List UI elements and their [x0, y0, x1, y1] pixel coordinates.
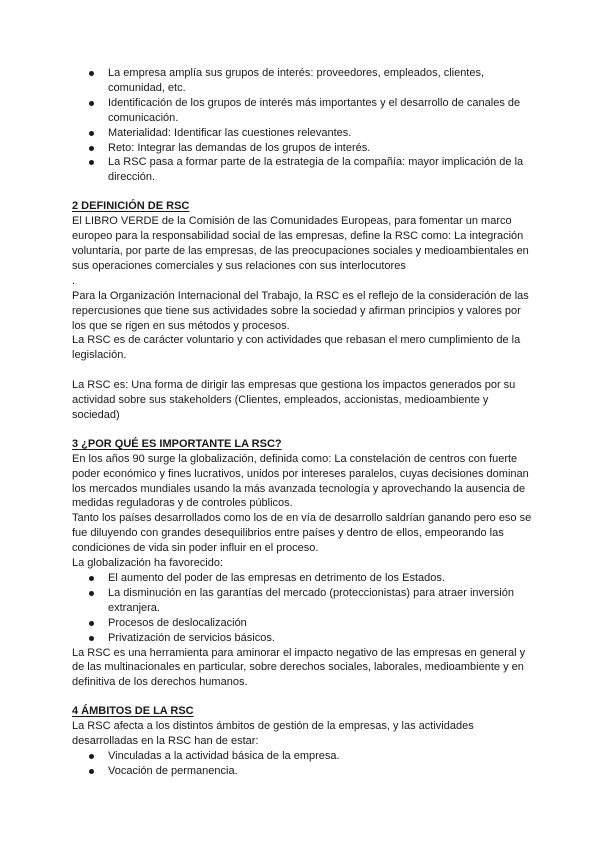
paragraph: Para la Organización Internacional del Trabajo, la RSC es el reflejo de la consideración de las repercusiones que tiene sus actividades sobre la sociedad y afirman principios y valores por los que se rigen en sus métodos y procesos.: [72, 289, 529, 332]
list-item: La disminución en las garantías del mercado (proteccionistas) para atraer inversión extranjera.: [72, 586, 532, 616]
intro-bullet-list: [72, 66, 532, 185]
paragraph: El LIBRO VERDE de la Comisión de las Comunidades Europeas, para fomentar un marco europeo para la responsabilidad social de las empresas, define la RSC como: La integración voluntaria, por parte de las empresas, de las preocupaciones sociales y medioambientales en sus operaciones comerciales y sus relaciones con sus interlocutores: [72, 215, 529, 272]
globalizacion-bullet-list: [72, 571, 532, 646]
list-item: La RSC pasa a formar parte de la estrategia de la compañía: mayor implicación de la dirección.: [72, 155, 532, 185]
list-item: Procesos de deslocalización: [72, 616, 532, 631]
paragraph: La globalización ha favorecido:: [72, 557, 224, 570]
paragraph: Tanto los países desarrollados como los de en vía de desarrollo saldrían ganando pero eso se fue diluyendo con grandes desequilibrios entre países y dentro de ellos, empeorando las condiciones de vida sin poder influir en el proceso.: [72, 512, 532, 555]
paragraph-dot: .: [72, 274, 76, 287]
section-heading-definicion: 2 DEFINICIÓN DE RSC: [72, 200, 190, 213]
section-heading-ambitos: 4 ÁMBITOS DE LA RSC: [72, 705, 194, 718]
blank-line: [72, 363, 532, 378]
paragraph: La RSC es una herramienta para aminorar el impacto negativo de las empresas en general y de las multinacionales en particular, sobre derechos sociales, laborales, medioambiente y en definitiva de los derechos humanos.: [72, 646, 526, 689]
list-item: Materialidad: Identificar las cuestiones relevantes.: [72, 126, 532, 141]
section-heading-importancia: 3 ¿POR QUÉ ES IMPORTANTE LA RSC?: [72, 437, 282, 450]
list-item: La empresa amplía sus grupos de interés: proveedores, empleados, clientes, comunidad, etc.: [72, 66, 532, 96]
document-page: [72, 66, 532, 779]
paragraph: En los años 90 surge la globalización, definida como: La constelación de centros con fuerte poder económico y fines lucrativos, unidos por intereses paralelos, cuyas decisiones dominan los mercados mundiales usando la más avanzada tecnología y aprovechando la ausencia de medidas reguladoras y de controles públicos.: [72, 452, 529, 510]
list-item: Privatización de servicios básicos.: [72, 631, 532, 646]
list-item: Identificación de los grupos de interés más importantes y el desarrollo de canales de comunicación.: [72, 96, 532, 126]
paragraph: La RSC afecta a los distintos ámbitos de gestión de la empresas, y las actividades desarrolladas en la RSC han de estar:: [72, 720, 474, 748]
list-item: Reto: Integrar las demandas de los grupos de interés.: [72, 141, 532, 156]
list-item: El aumento del poder de las empresas en detrimento de los Estados.: [72, 571, 532, 586]
paragraph: La RSC es de carácter voluntario y con actividades que rebasan el mero cumplimiento de la legislación.: [72, 334, 521, 362]
list-item: Vocación de permanencia.: [72, 764, 532, 779]
ambitos-bullet-list: [72, 749, 532, 779]
list-item: Vinculadas a la actividad básica de la empresa.: [72, 749, 532, 764]
paragraph: La RSC es: Una forma de dirigir las empresas que gestiona los impactos generados por su actividad sobre sus stakeholders (Clientes, empleados, accionistas, medioambiente y sociedad): [72, 379, 516, 421]
